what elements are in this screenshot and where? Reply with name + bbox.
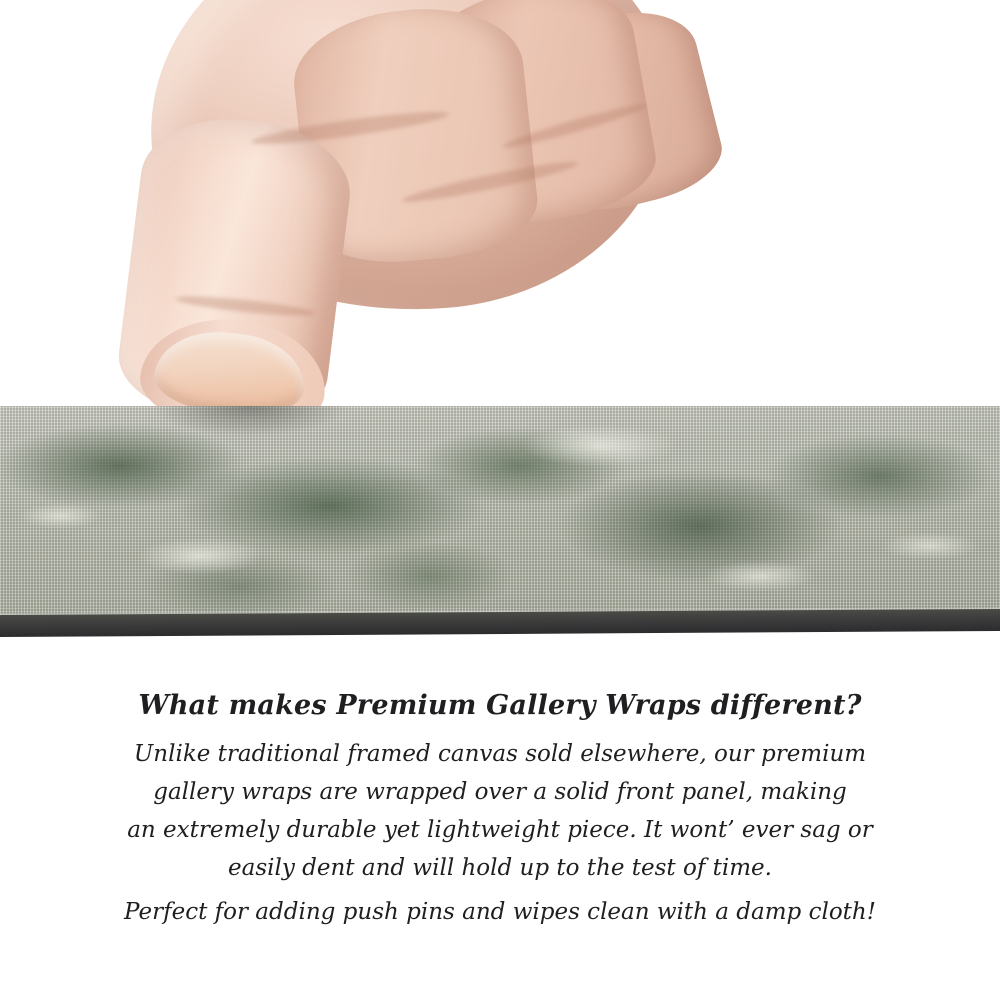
canvas-edge-strip bbox=[0, 406, 1000, 621]
caption-heading: What makes Premium Gallery Wraps different? bbox=[138, 690, 862, 721]
finger-press-shadow bbox=[120, 406, 380, 466]
caption-line-4: easily dent and will hold up to the test of time. bbox=[228, 855, 772, 881]
caption-closing-line: Perfect for adding push pins and wipes clean with a damp cloth! bbox=[124, 899, 876, 925]
caption-block bbox=[0, 690, 1000, 931]
panel-side-dark-edge bbox=[0, 609, 1000, 637]
caption-line-1: Unlike traditional framed canvas sold elsewhere, our premium bbox=[133, 741, 867, 767]
caption-line-3: an extremely durable yet lightweight piece. It wont’ ever sag or bbox=[127, 817, 873, 843]
caption-line-2: gallery wraps are wrapped over a solid front panel, making bbox=[153, 779, 847, 805]
hand-photo-region bbox=[0, 0, 1000, 408]
